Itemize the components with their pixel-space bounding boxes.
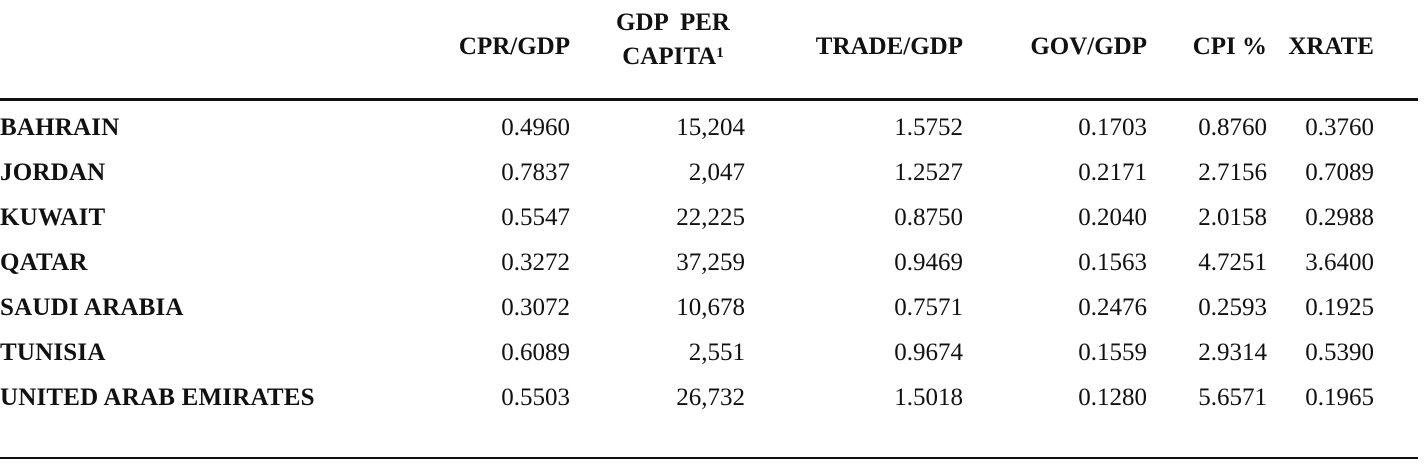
column-gap [588, 0, 589, 98]
table-row [0, 195, 1418, 240]
gdp-per-capita-value: 15,204 [676, 114, 745, 141]
cpi-value: 2.9314 [1198, 339, 1267, 366]
footnote-marker: 1 [716, 45, 724, 61]
xrate-value: 0.1965 [1305, 384, 1374, 411]
header-rule [0, 98, 1418, 101]
header-cpi: CPI % [1192, 33, 1267, 60]
table-row [0, 330, 1418, 375]
bottom-rule [0, 457, 1418, 459]
gov-gdp-value: 0.1559 [1078, 339, 1147, 366]
xrate-value: 0.5390 [1305, 339, 1374, 366]
trade-gdp-value: 0.7571 [894, 294, 963, 321]
gdp-per-capita-value: 22,225 [676, 204, 745, 231]
cpi-value: 0.8760 [1198, 114, 1267, 141]
table-row [0, 240, 1418, 285]
table-header-row [0, 0, 1418, 98]
country-name: SAUDI ARABIA [0, 294, 184, 321]
header-gdp-per-capita-line2-wrap [588, 40, 758, 74]
trade-gdp-value: 1.5752 [894, 114, 963, 141]
cpi-value: 4.7251 [1198, 249, 1267, 276]
table-row [0, 150, 1418, 195]
column-gap [1275, 0, 1276, 98]
cpr-gdp-value: 0.7837 [501, 159, 570, 186]
header-gdp-per-capita [588, 6, 758, 74]
cpr-gdp-value: 0.3272 [501, 249, 570, 276]
header-gdp-per-capita-line2: CAPITA [622, 43, 717, 70]
country-name: UNITED ARAB EMIRATES [0, 384, 315, 411]
country-name: TUNISIA [0, 339, 106, 366]
header-cpr-gdp: CPR/GDP [458, 33, 570, 60]
cpr-gdp-value: 0.4960 [501, 114, 570, 141]
trade-gdp-value: 0.9674 [894, 339, 963, 366]
xrate-value: 0.7089 [1305, 159, 1374, 186]
country-name: KUWAIT [0, 204, 106, 231]
xrate-value: 3.6400 [1305, 249, 1374, 276]
table-row [0, 285, 1418, 330]
cpi-value: 2.7156 [1198, 159, 1267, 186]
gov-gdp-value: 0.2171 [1078, 159, 1147, 186]
xrate-value: 0.1925 [1305, 294, 1374, 321]
gdp-per-capita-value: 37,259 [676, 249, 745, 276]
gov-gdp-value: 0.1703 [1078, 114, 1147, 141]
trade-gdp-value: 0.9469 [894, 249, 963, 276]
cpr-gdp-value: 0.6089 [501, 339, 570, 366]
column-gap [1157, 0, 1158, 98]
header-trade-gdp: TRADE/GDP [815, 33, 963, 60]
gov-gdp-value: 0.2476 [1078, 294, 1147, 321]
gov-gdp-value: 0.2040 [1078, 204, 1147, 231]
table-row [0, 105, 1418, 150]
cpi-value: 2.0158 [1198, 204, 1267, 231]
gov-gdp-value: 0.1563 [1078, 249, 1147, 276]
gdp-per-capita-value: 26,732 [676, 384, 745, 411]
xrate-value: 0.3760 [1305, 114, 1374, 141]
cpr-gdp-value: 0.3072 [501, 294, 570, 321]
cpi-value: 5.6571 [1198, 384, 1267, 411]
table-row [0, 375, 1418, 420]
gdp-per-capita-value: 2,047 [688, 159, 745, 186]
column-gap [760, 0, 761, 98]
gov-gdp-value: 0.1280 [1078, 384, 1147, 411]
trade-gdp-value: 0.8750 [894, 204, 963, 231]
gdp-per-capita-value: 2,551 [688, 339, 745, 366]
column-gap [976, 0, 977, 98]
trade-gdp-value: 1.5018 [894, 384, 963, 411]
trade-gdp-value: 1.2527 [894, 159, 963, 186]
cpr-gdp-value: 0.5503 [501, 384, 570, 411]
country-name: QATAR [0, 249, 88, 276]
header-gov-gdp: GOV/GDP [1030, 33, 1147, 60]
country-name: BAHRAIN [0, 114, 120, 141]
country-name: JORDAN [0, 159, 106, 186]
xrate-value: 0.2988 [1305, 204, 1374, 231]
cpr-gdp-value: 0.5547 [501, 204, 570, 231]
header-xrate: XRATE [1288, 33, 1374, 60]
header-gdp-per-capita-line1: GDP PER [616, 9, 730, 36]
gdp-per-capita-value: 10,678 [676, 294, 745, 321]
cpi-value: 0.2593 [1198, 294, 1267, 321]
column-gap [389, 0, 390, 98]
